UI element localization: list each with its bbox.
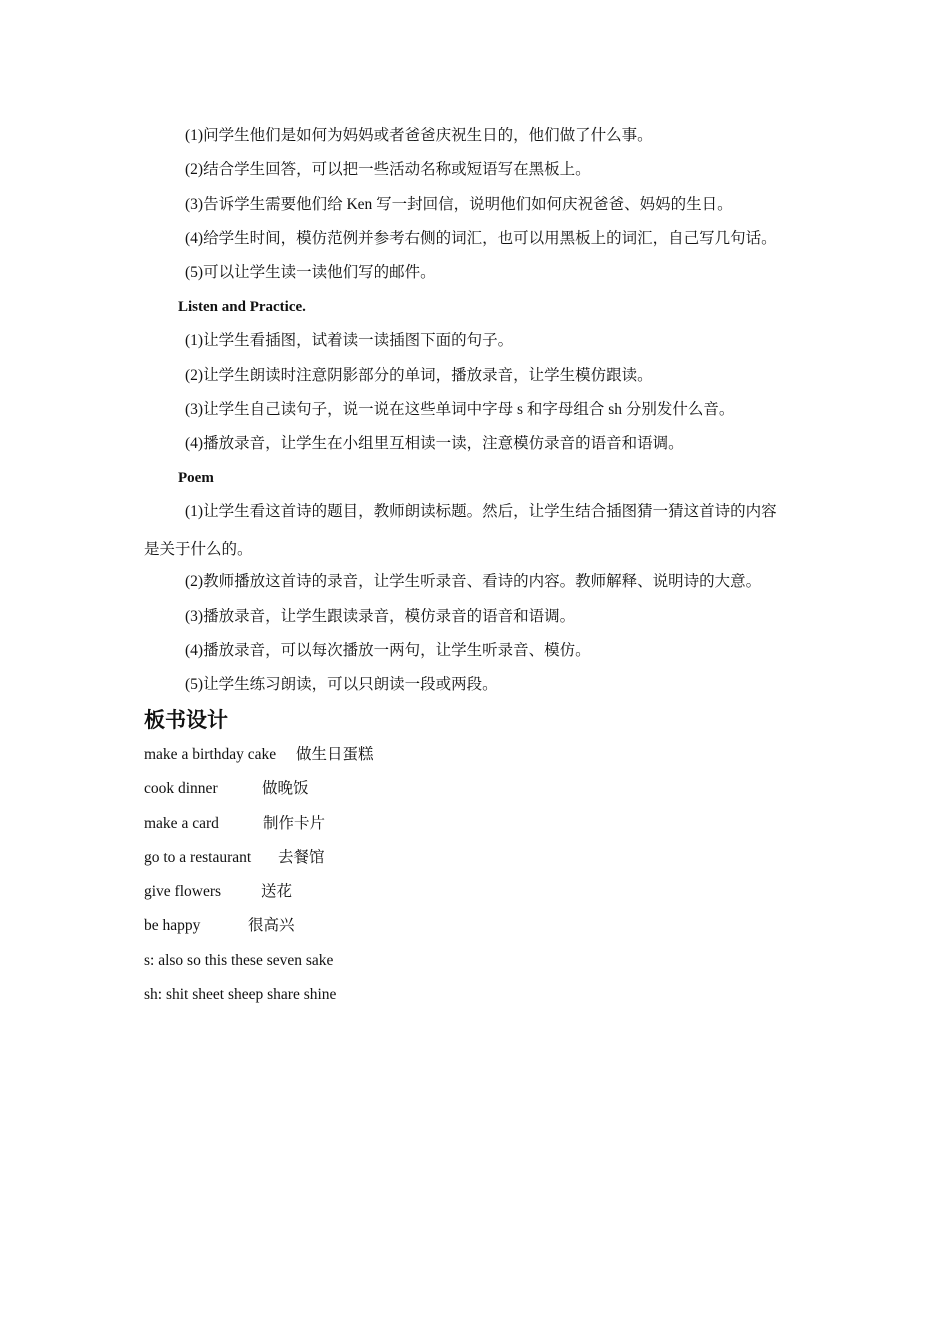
board-row-english: be happy xyxy=(144,917,201,934)
board-row-chinese: 很高兴 xyxy=(248,917,295,934)
board-row-english: cook dinner xyxy=(144,780,218,797)
board-row-english: give flowers xyxy=(144,883,222,900)
poem-step-2: (2)教师播放这首诗的录音，让学生听录音、看诗的内容。教师解释、说明诗的大意。 xyxy=(185,573,762,590)
section-heading-poem: Poem xyxy=(178,470,214,486)
poem-step-4: (4)播放录音，可以每次播放一两句，让学生听录音、模仿。 xyxy=(185,642,591,659)
sound-s-row: s: also so this these seven sake xyxy=(144,952,334,969)
board-row-chinese: 去餐馆 xyxy=(278,849,325,866)
poem-step-5: (5)让学生练习朗读，可以只朗读一段或两段。 xyxy=(185,676,498,693)
step-a-4: (4)给学生时间，模仿范例并参考右侧的词汇，也可以用黑板上的词汇，自己写几句话。 xyxy=(185,230,777,247)
step-a-2: (2)结合学生回答，可以把一些活动名称或短语写在黑板上。 xyxy=(185,161,591,178)
poem-step-1-line-2: 是关于什么的。 xyxy=(144,541,253,558)
board-row xyxy=(144,745,374,765)
board-row xyxy=(144,882,293,902)
board-row-english: go to a restaurant xyxy=(144,849,252,866)
board-row xyxy=(144,848,325,868)
board-design-heading: 板书设计 xyxy=(144,708,228,732)
step-a-1: (1)问学生他们是如何为妈妈或者爸爸庆祝生日的，他们做了什么事。 xyxy=(185,127,653,144)
board-row-english: make a birthday cake xyxy=(144,746,277,763)
board-row xyxy=(144,779,309,799)
step-b-1: (1)让学生看插图，试着读一读插图下面的句子。 xyxy=(185,332,514,349)
board-row-english: make a card xyxy=(144,815,219,832)
poem-step-1-line-1: (1)让学生看这首诗的题目，教师朗读标题。然后，让学生结合插图猜一猜这首诗的内容 xyxy=(185,503,777,520)
board-row xyxy=(144,814,326,834)
step-b-2: (2)让学生朗读时注意阴影部分的单词，播放录音，让学生模仿跟读。 xyxy=(185,367,653,384)
sound-sh-row: sh: shit sheet sheep share shine xyxy=(144,986,337,1003)
board-row-chinese: 做生日蛋糕 xyxy=(296,746,374,763)
board-row xyxy=(144,916,295,936)
step-a-5: (5)可以让学生读一读他们写的邮件。 xyxy=(185,264,436,281)
step-b-4: (4)播放录音，让学生在小组里互相读一读，注意模仿录音的语音和语调。 xyxy=(185,435,684,452)
board-row-chinese: 做晚饭 xyxy=(262,780,309,797)
step-a-3: (3)告诉学生需要他们给 Ken 写一封回信，说明他们如何庆祝爸爸、妈妈的生日。 xyxy=(185,196,733,213)
section-heading-listen: Listen and Practice. xyxy=(178,299,306,315)
step-b-3: (3)让学生自己读句子，说一说在这些单词中字母 s 和字母组合 sh 分别发什么音。 xyxy=(185,401,735,418)
poem-step-3: (3)播放录音，让学生跟读录音，模仿录音的语音和语调。 xyxy=(185,608,576,625)
board-row-chinese: 送花 xyxy=(261,883,293,900)
board-row-chinese: 制作卡片 xyxy=(263,815,326,832)
